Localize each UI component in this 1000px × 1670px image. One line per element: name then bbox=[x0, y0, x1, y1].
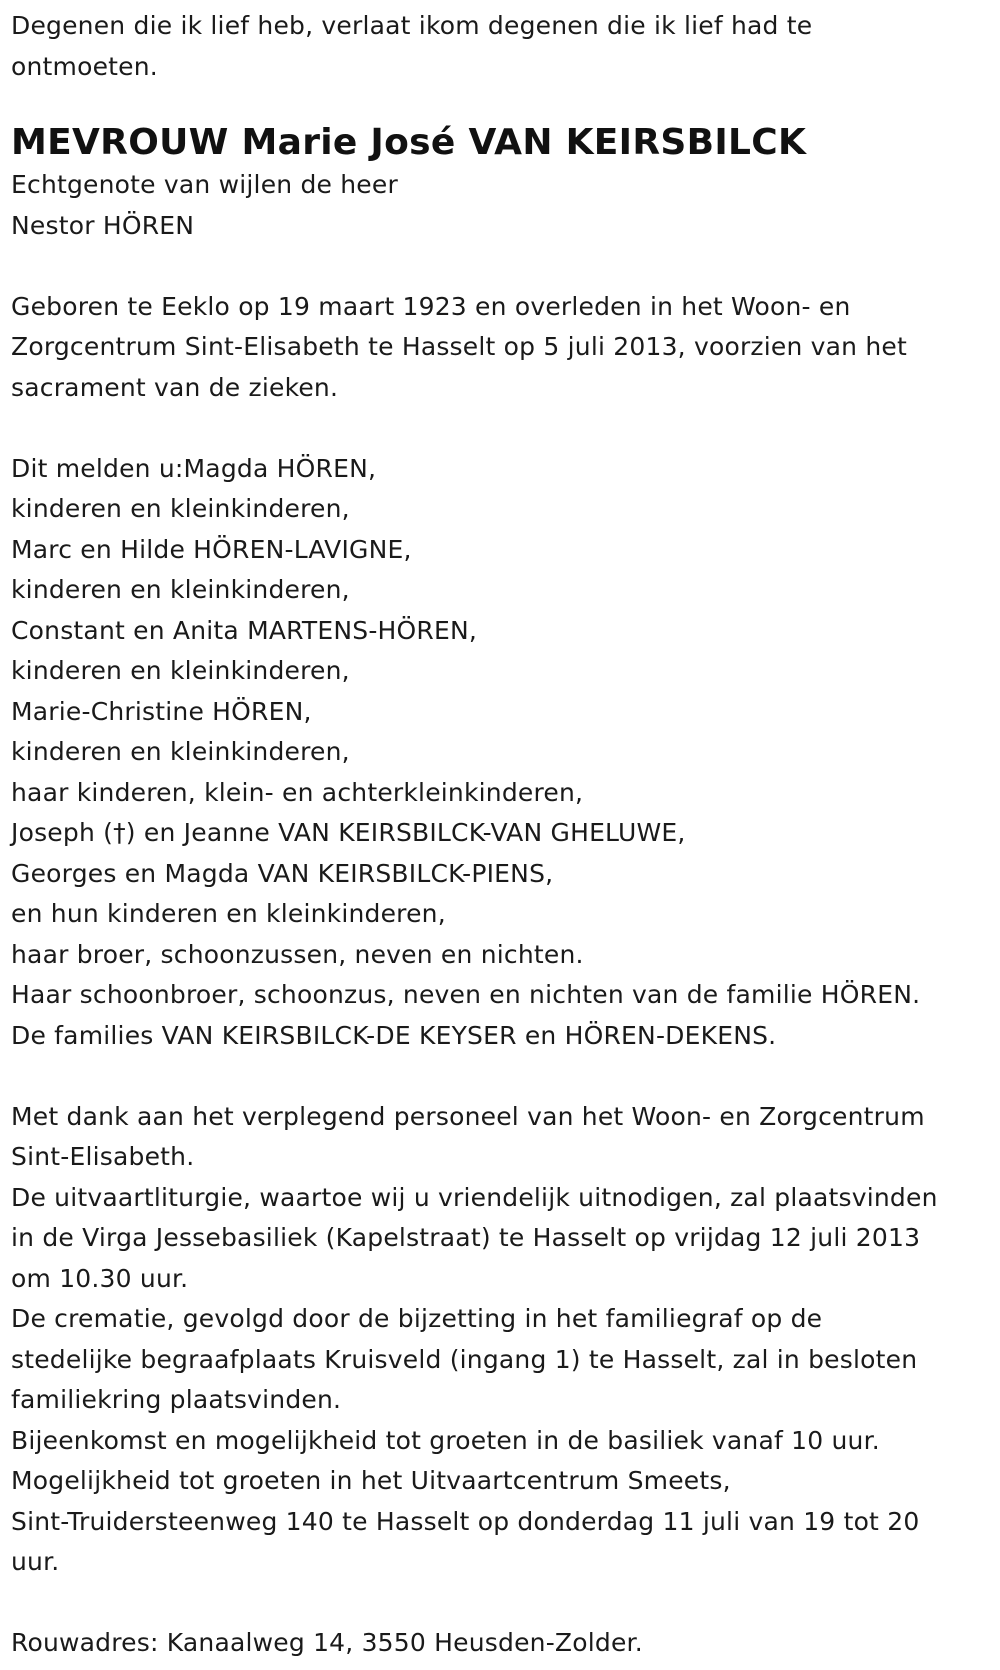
family-line: haar broer, schoonzussen, neven en nichten. bbox=[11, 939, 584, 969]
spacer bbox=[11, 408, 991, 449]
details-line: Sint-Truidersteenweg 140 te Hasselt op donderdag 11 juli van 19 tot 20 bbox=[11, 1506, 920, 1536]
details-line: om 10.30 uur. bbox=[11, 1263, 189, 1293]
funeral-details bbox=[11, 1097, 991, 1583]
details-line: Bijeenkomst en mogelijkheid tot groeten in de basiliek vanaf 10 uur. bbox=[11, 1425, 880, 1455]
family-line: Constant en Anita MARTENS-HÖREN, bbox=[11, 615, 478, 645]
intro-line: Degenen die ik lief heb, verlaat ikom degenen die ik lief had te bbox=[11, 11, 813, 40]
paragraph-line: Zorgcentrum Sint-Elisabeth te Hasselt op 5 juli 2013, voorzien van het bbox=[11, 332, 908, 361]
paragraph-line: sacrament van de zieken. bbox=[11, 372, 339, 402]
spacer bbox=[11, 1056, 991, 1097]
family-line: Haar schoonbroer, schoonzus, neven en nichten van de familie HÖREN. bbox=[11, 980, 921, 1009]
family-line: kinderen en kleinkinderen, bbox=[11, 575, 350, 604]
intro-quote bbox=[11, 6, 991, 87]
spacer bbox=[11, 246, 991, 287]
family-list bbox=[11, 449, 991, 1057]
birth-death-paragraph bbox=[11, 287, 991, 409]
spacer bbox=[11, 87, 991, 121]
spacer bbox=[11, 1583, 991, 1624]
details-line: Sint-Elisabeth. bbox=[11, 1142, 195, 1171]
details-line: De crematie, gevolgd door de bijzetting in het familiegraf op de bbox=[11, 1304, 823, 1333]
intro-line: ontmoeten. bbox=[11, 51, 158, 81]
details-line: in de Virga Jessebasiliek (Kapelstraat) te Hasselt op vrijdag 12 juli 2013 bbox=[11, 1223, 921, 1252]
family-line: De families VAN KEIRSBILCK-DE KEYSER en HÖREN-DEKENS. bbox=[11, 1020, 777, 1050]
family-line: kinderen en kleinkinderen, bbox=[11, 656, 350, 685]
family-line: Dit melden u:Magda HÖREN, bbox=[11, 453, 377, 483]
spouse-line: Nestor HÖREN bbox=[11, 210, 195, 240]
mourning-address: Rouwadres: Kanaalweg 14, 3550 Heusden-Zolder. bbox=[11, 1628, 643, 1657]
details-line: De uitvaartliturgie, waartoe wij u vriendelijk uitnodigen, zal plaatsvinden bbox=[11, 1182, 938, 1212]
details-line: uur. bbox=[11, 1547, 60, 1576]
spouse-block bbox=[11, 165, 991, 246]
deceased-name-title: MEVROUW Marie José VAN KEIRSBILCK bbox=[11, 122, 807, 163]
family-line: Joseph (†) en Jeanne VAN KEIRSBILCK-VAN GHELUWE, bbox=[11, 818, 686, 847]
obituary-document bbox=[11, 6, 991, 1664]
family-line: kinderen en kleinkinderen, bbox=[11, 494, 350, 523]
details-line: stedelijke begraafplaats Kruisveld (ingang 1) te Hasselt, zal in besloten bbox=[11, 1344, 918, 1374]
family-line: kinderen en kleinkinderen, bbox=[11, 737, 350, 766]
family-line: Georges en Magda VAN KEIRSBILCK-PIENS, bbox=[11, 858, 554, 888]
details-line: Mogelijkheid tot groeten in het Uitvaartcentrum Smeets, bbox=[11, 1466, 731, 1495]
family-line: Marie-Christine HÖREN, bbox=[11, 696, 312, 726]
paragraph-line: Geboren te Eeklo op 19 maart 1923 en overleden in het Woon- en bbox=[11, 291, 851, 321]
details-line: Met dank aan het verplegend personeel van het Woon- en Zorgcentrum bbox=[11, 1101, 925, 1131]
family-line: haar kinderen, klein- en achterkleinkinderen, bbox=[11, 777, 584, 807]
spouse-line: Echtgenote van wijlen de heer bbox=[11, 170, 398, 199]
family-line: Marc en Hilde HÖREN-LAVIGNE, bbox=[11, 534, 412, 564]
family-line: en hun kinderen en kleinkinderen, bbox=[11, 899, 446, 928]
details-line: familiekring plaatsvinden. bbox=[11, 1385, 342, 1414]
